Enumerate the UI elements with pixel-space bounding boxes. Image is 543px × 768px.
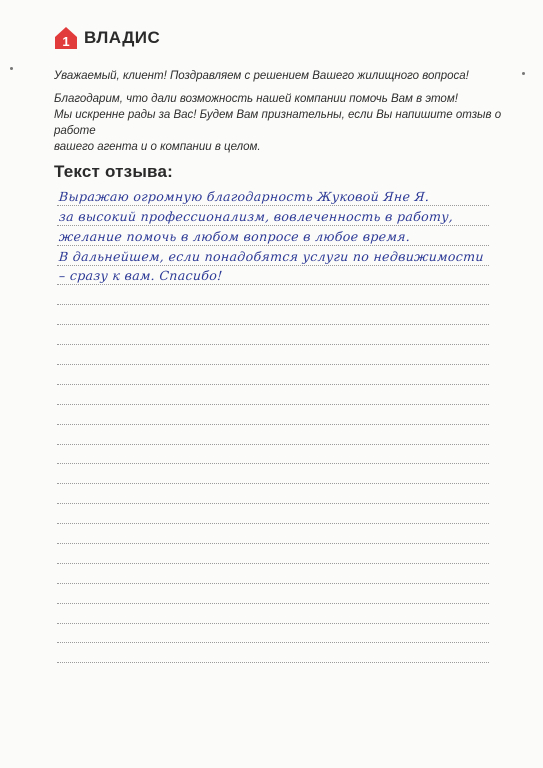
review-lines <box>57 186 489 663</box>
handwritten-text: желание помочь в любом вопросе в любое время. <box>58 228 411 244</box>
ruled-line <box>57 604 489 624</box>
ruled-line <box>57 285 489 305</box>
review-title: Текст отзыва: <box>54 162 173 181</box>
ruled-line <box>57 624 489 644</box>
house-logo-icon <box>54 26 78 50</box>
ruled-line <box>57 643 489 663</box>
ruled-line <box>57 524 489 544</box>
scan-speck <box>522 72 525 75</box>
ruled-line <box>57 325 489 345</box>
handwritten-text: В дальнейшем, если понадобятся услуги по недвижимости <box>58 248 485 264</box>
greeting-paragraph-line: Благодарим, что дали возможность нашей компании помочь Вам в этом! <box>54 93 458 105</box>
greeting-paragraph-line: вашего агента и о компании в целом. <box>54 141 261 153</box>
ruled-line <box>57 365 489 385</box>
ruled-line <box>57 405 489 425</box>
greeting-paragraph <box>54 91 504 155</box>
handwritten-text: за высокий профессионализм, вовлеченность в работу, <box>58 208 454 224</box>
ruled-line <box>57 345 489 365</box>
brand-name: ВЛАДИС <box>84 28 161 47</box>
ruled-line <box>57 584 489 604</box>
handwritten-text: – сразу к вам. Спасибо! <box>58 268 224 284</box>
greeting-line: Уважаемый, клиент! Поздравляем с решением Вашего жилищного вопроса! <box>54 70 469 82</box>
ruled-line <box>57 246 489 266</box>
ruled-line <box>57 504 489 524</box>
ruled-line <box>57 484 489 504</box>
scan-speck <box>10 67 13 70</box>
ruled-line <box>57 385 489 405</box>
handwritten-text: Выражаю огромную благодарность Жуковой Яне Я. <box>58 188 430 204</box>
ruled-line <box>57 445 489 465</box>
ruled-line <box>57 266 489 286</box>
ruled-line <box>57 206 489 226</box>
ruled-line <box>57 186 489 206</box>
brand-logo <box>54 26 160 50</box>
ruled-line <box>57 544 489 564</box>
greeting-paragraph-line: Мы искренне рады за Вас! Будем Вам признательны, если Вы напишите отзыв о работе <box>54 109 502 137</box>
ruled-line <box>57 564 489 584</box>
ruled-line <box>57 305 489 325</box>
logo-digit: 1 <box>62 34 70 49</box>
ruled-line <box>57 226 489 246</box>
ruled-line <box>57 425 489 445</box>
ruled-line <box>57 464 489 484</box>
